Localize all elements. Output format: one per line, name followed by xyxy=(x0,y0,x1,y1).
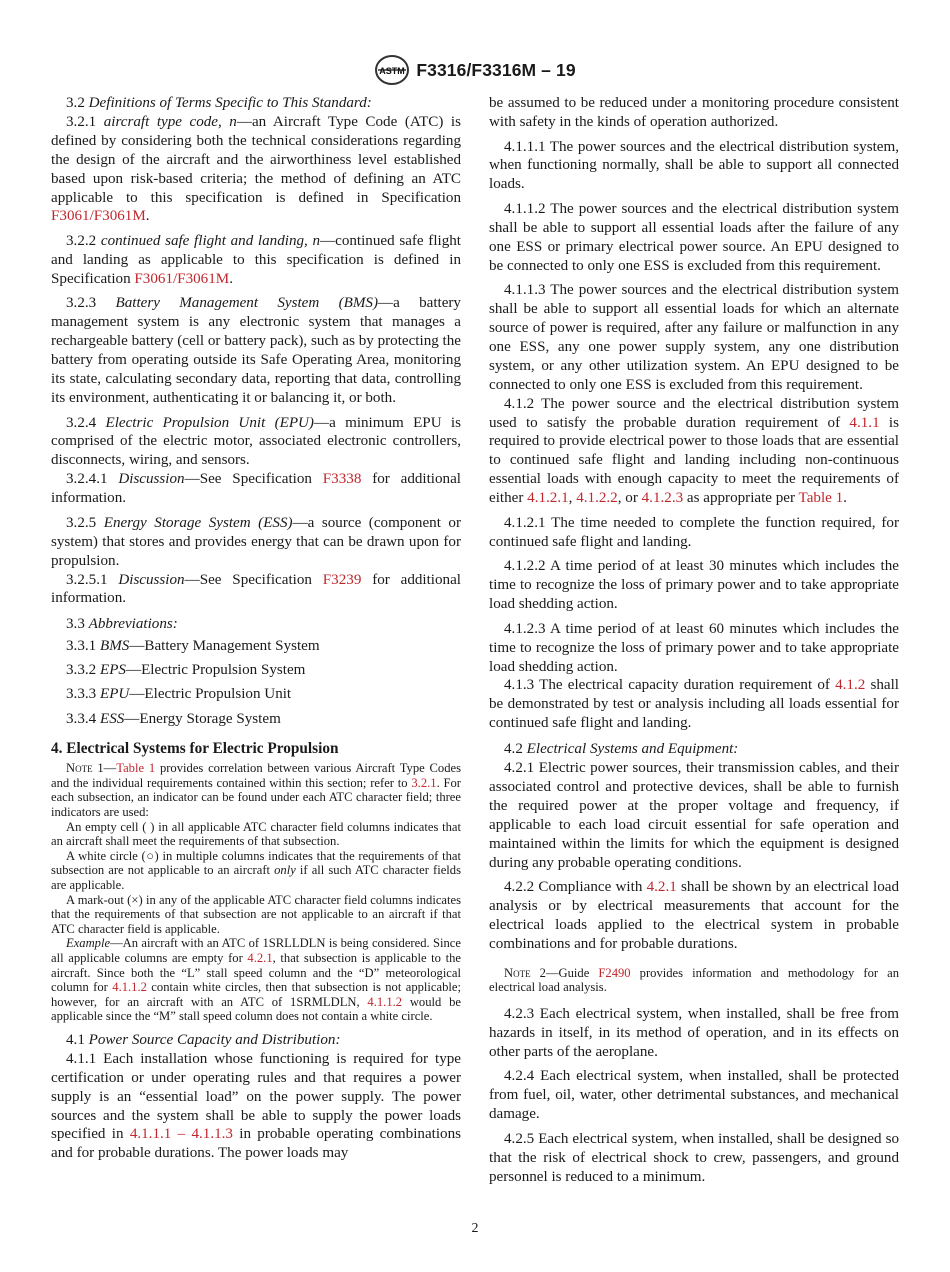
section-3-2: 3.2 Definitions of Terms Specific to This Standard: xyxy=(66,95,372,111)
ref-link[interactable]: 4.1.1.2 xyxy=(112,980,147,995)
note-1-example: Example—An aircraft with an ATC of 1SRLLDLN is being considered. Since all applicable columns are empty for 4.2.1, that subsection is applicable to the aircraft. Since both the “L” stall speed column and the “D” meteorological column for 4.1.1.2 contain white circles, then that subsection is not applicable; however, for an aircraft with an ATC of 1SRMLDLN, 4.1.1.2 would be applicable since the “M” stall speed column does not contain a white circle. xyxy=(51,936,462,1024)
section-4-1-1: 4.1.1 Each installation whose functioning is required for type certification or under operating rules and that requires a power supply is an “essential load” on the power supply. The power sources and the system shall be able to supply the power loads specified in 4.1.1.1 – 4.1.1.3 in probable operating combinations and for probable durations. The power loads may xyxy=(51,1050,462,1162)
ref-link[interactable]: 4.1.2.1 xyxy=(527,490,569,507)
section-3-2-2: 3.2.2 continued safe flight and landing, n—continued safe flight and landing as applicable to this specification is defined in Specification F3061/F3061M. xyxy=(51,233,461,287)
section-4-2-4: 4.2.4 Each electrical system, when installed, shall be protected from fuel, oil, water, other detrimental substances, and mechanical damage. xyxy=(489,1068,899,1123)
abbreviation-item: 3.3.1 BMS—Battery Management System xyxy=(66,637,320,654)
page-number: 2 xyxy=(471,1221,479,1236)
abbreviation-item: 3.3.4 ESS—Energy Storage System xyxy=(66,710,281,727)
ref-link[interactable]: 4.1.2.2 xyxy=(576,490,618,507)
section-4-2: 4.2 Electrical Systems and Equipment: xyxy=(504,741,739,758)
ref-link[interactable]: 4.2.1 xyxy=(646,879,677,896)
note-1-white-circle: A white circle (○) in multiple columns indicates that the requirements of that subsection are not applicable to an aircraft only if all such ATC character fields are applicable. xyxy=(51,848,461,892)
right-column xyxy=(489,94,899,1187)
table-link[interactable]: Table 1 xyxy=(116,761,156,776)
section-4-1: 4.1 Power Source Capacity and Distribution: xyxy=(66,1031,341,1048)
section-4-2-1: 4.2.1 Electric power sources, their transmission cables, and their associated control and protective devices, shall be able to furnish the required power at the proper voltage and frequency, if applicable to each load circuit essential for safe operation and maintained within the limits for which the equipment is designed during any probable operating conditions. xyxy=(489,760,899,871)
note-1-markout: A mark-out (×) in any of the applicable ATC character field columns indicates that the requirements of that subsection are not applicable to an aircraft if that ATC character field is applicable. xyxy=(51,892,461,936)
section-4-1-1-2: 4.1.1.2 The power sources and the electrical distribution system shall be able to support all essential loads after the failure of any one ESS or primary electrical power source. An EPU designed to be connected to only one ESS is excluded from this requirement. xyxy=(489,200,899,274)
ref-link[interactable]: F3338 xyxy=(322,471,362,488)
ref-link[interactable]: 4.1.1 xyxy=(849,414,880,431)
document-designation: F3316/F3316M – 19 xyxy=(416,59,576,80)
section-3-2-4: 3.2.4 Electric Propulsion Unit (EPU)—a minimum EPU is comprised of the electric motor, associated electronic controllers, disconnects, wiring, and sensors. xyxy=(51,414,461,469)
ref-link[interactable]: F2490 xyxy=(598,965,631,980)
left-column xyxy=(51,94,461,1163)
ref-link[interactable]: 4.2.1 xyxy=(247,950,273,965)
section-4-heading: 4. Electrical Systems for Electric Propulsion xyxy=(51,740,339,758)
note-1-empty-cell: An empty cell ( ) in all applicable ATC character field columns indicates that an aircraft shall meet the requirements of that subsection. xyxy=(51,819,461,849)
section-4-2-5: 4.2.5 Each electrical system, when installed, shall be designed so that the risk of electrical shock to crew, passengers, and ground personnel is reduced to a minimum. xyxy=(489,1130,899,1185)
section-4-1-1-continued: be assumed to be reduced under a monitoring procedure consistent with safety in the kinds of operation authorized. xyxy=(489,95,899,130)
section-4-1-1-1: 4.1.1.1 The power sources and the electrical distribution system, when functioning normally, shall be able to support all connected loads. xyxy=(489,138,899,193)
section-3-2-4-1: 3.2.4.1 Discussion—See Specification F3338 for additional information. xyxy=(51,471,461,507)
section-4-1-2-3: 4.1.2.3 A time period of at least 60 minutes which includes the time to recognize the loss of primary power and to take appropriate load shedding action. xyxy=(489,620,899,675)
section-4-1-1-3: 4.1.1.3 The power sources and the electrical distribution system shall be able to support all essential loads for which an alternate source of power is required, after any failure or malfunction in any one ESS, any one power supply system, any one distribution system, or any other utilization system. An EPU designed to be connected to only one ESS is excluded from this requirement. xyxy=(489,282,899,393)
section-3-2-1: 3.2.1 aircraft type code, n—an Aircraft Type Code (ATC) is defined by considering both the technical considerations regarding the design of the aircraft and the airworthiness level established based upon risk-based criteria; the method of defining an ATC applicable to this specification is defined in Specification F3061/F3061M. xyxy=(51,113,461,225)
ref-link[interactable]: F3061/F3061M xyxy=(134,270,230,287)
table-link[interactable]: Table 1 xyxy=(798,490,844,507)
section-3-2-3: 3.2.3 Battery Management System (BMS)—a battery management system is any electronic system that manages a rechargeable battery (cell or battery pack), such as by protecting the battery from operating outside its Safe Operating Area, monitoring its state, calculating secondary data, reporting that data, controlling its environment, authenticating it or balancing it, or both. xyxy=(51,295,462,406)
abbreviation-item: 3.3.3 EPU—Electric Propulsion Unit xyxy=(66,686,292,703)
note-1: Note 1—Table 1 provides correlation between various Aircraft Type Codes and the individual requirements contained within this section; refer to 3.2.1. For each subsection, an indicator can be found under each ATC character field; three indicators are used: xyxy=(51,761,462,820)
section-4-1-2-2: 4.1.2.2 A time period of at least 30 minutes which includes the time to recognize the loss of primary power and to take appropriate load shedding action. xyxy=(489,558,899,613)
section-3-2-5-1: 3.2.5.1 Discussion—See Specification F3239 for additional information. xyxy=(51,571,461,607)
page-header xyxy=(0,54,950,86)
section-4-1-3: 4.1.3 The electrical capacity duration requirement of 4.1.2 shall be demonstrated by test or analysis including all loads essential for continued safe flight and landing. xyxy=(489,677,899,732)
section-4-2-3: 4.2.3 Each electrical system, when installed, shall be free from hazards in itself, in its method of operation, and in its effects on other parts of the aeroplane. xyxy=(489,1005,899,1060)
ref-link[interactable]: F3239 xyxy=(322,571,362,588)
ref-link[interactable]: 4.1.1.2 xyxy=(367,994,403,1009)
ref-link[interactable]: 3.2.1 xyxy=(411,775,437,790)
ref-link[interactable]: 4.1.1.1 – 4.1.1.3 xyxy=(129,1126,233,1143)
section-4-2-2: 4.2.2 Compliance with 4.2.1 shall be shown by an electrical load analysis or by electrical measurements that account for the electrical loads applied to the electrical system in probable combinations and for probable durations. xyxy=(489,879,899,952)
section-4-1-2-1: 4.1.2.1 The time needed to complete the function required, for continued safe flight and landing. xyxy=(489,514,899,550)
astm-logo-icon xyxy=(374,54,410,86)
section-4-1-2: 4.1.2 The power source and the electrical distribution system used to satisfy the probable duration requirement of 4.1.1 is required to provide electrical power to those loads that are essential to continued safe flight and landing including non-continuous essential loads with enough capacity to meet the requirements of either 4.1.2.1, 4.1.2.2, or 4.1.2.3 as appropriate per Table 1. xyxy=(489,395,899,507)
section-3-3: 3.3 Abbreviations: xyxy=(66,616,178,633)
note-2: Note 2—Guide F2490 provides information and methodology for an electrical load analysis. xyxy=(489,965,900,995)
abbreviation-item: 3.3.2 EPS—Electric Propulsion System xyxy=(66,662,306,679)
svg-text:ASTM: ASTM xyxy=(379,66,406,76)
ref-link[interactable]: 4.1.2 xyxy=(835,677,866,694)
ref-link[interactable]: 4.1.2.3 xyxy=(641,490,684,507)
ref-link[interactable]: F3061/F3061M xyxy=(51,208,146,225)
section-3-2-5: 3.2.5 Energy Storage System (ESS)—a source (component or system) that stores and provides energy that can be drawn upon for propulsion. xyxy=(51,514,461,569)
